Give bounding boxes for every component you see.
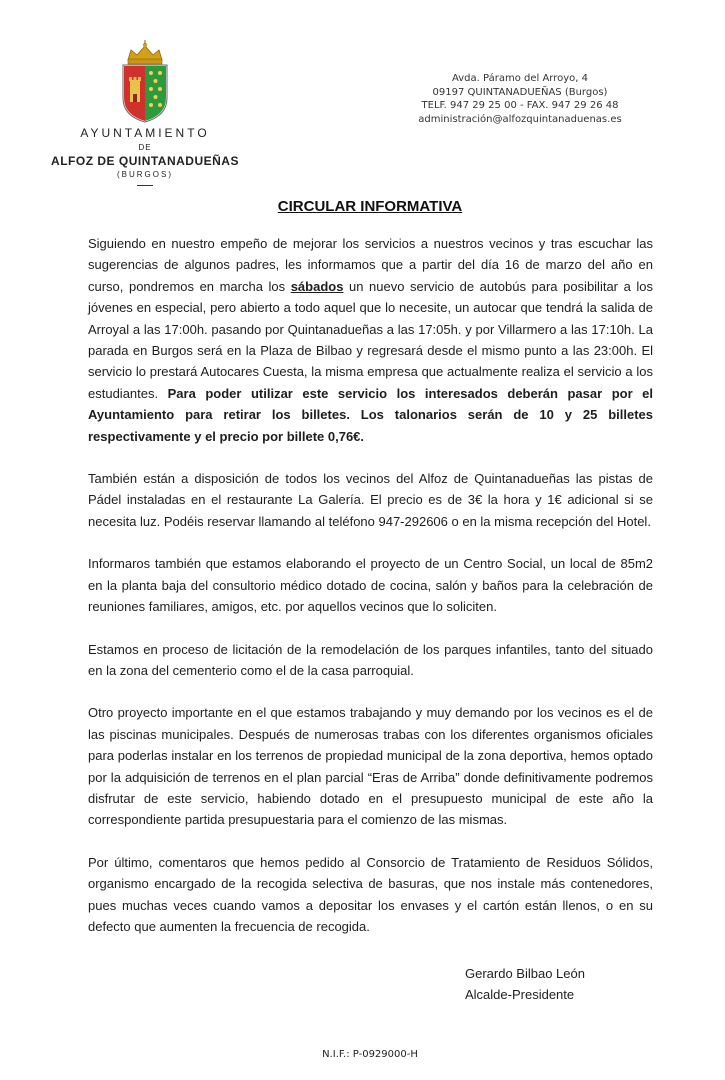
address-postal: 09197 QUINTANADUEÑAS (Burgos) xyxy=(432,86,608,98)
bold-ticket-info: Para poder utilizar este servicio los interesados deberán pasar por el Ayuntamiento para retirar los billetes. Los talonarios serán de 10 y 25 billetes respectivamente y el precio por billete 0,76€. xyxy=(88,385,653,444)
footer-nif: N.I.F.: P-0929000-H xyxy=(322,1049,418,1060)
address-phone-fax: TELF. 947 29 25 00 - FAX. 947 29 26 48 xyxy=(421,100,619,111)
org-line-municipality: ALFOZ DE QUINTANADUEÑAS xyxy=(51,154,239,168)
address-street: Avda. Páramo del Arroyo, 4 xyxy=(452,73,588,84)
org-line-ayuntamiento: AYUNTAMIENTO xyxy=(80,126,210,140)
paragraph-text: Siguiendo en nuestro empeño de mejorar los servicios a nuestros vecinos y tras escuchar las sugerencias de algunos padres, les informamos que a partir del día 16 de marzo del año en curso, pondremos en marcha los xyxy=(88,236,653,294)
org-line-province: (BURGOS) xyxy=(117,170,173,179)
paragraph-text: un nuevo servicio de autobús para posibilitar a los jóvenes en especial, pero abierto a todo aquel que lo necesite, un autocar que tendrá la salida de Arroyal a las 17:00h. pasando por Quintanadueñas a las 17:05h. y por Villarmero a las 17:10h. La parada en Burgos será en la Plaza de Bilbao y regresará desde el mismo punto a las 23:00h. El servicio lo prestará Autocares Cuesta, la misma empresa que actualmente realiza el servicio a los estudiantes. xyxy=(88,278,653,401)
emphasis-saturdays: sábados xyxy=(290,278,344,294)
paragraph-bus-service xyxy=(88,233,653,447)
paragraph-pools: Otro proyecto importante en el que estamos trabajando y muy demando por los vecinos es el de las piscinas municipales. Después de numerosas trabas con los diferentes organismos oficiales para poderlas instalar en los terrenos de propiedad municipal de la zona deportiva, hemos optado por la adquisición de terrenos en el plan parcial “Eras de Arriba” donde definitivamente podremos disfrutar de este servicio, habiendo dotado en el presupuesto municipal de este año la correspondiente partida presupuestaria para el comienzo de las mismas. xyxy=(88,705,653,828)
municipal-coat-of-arms-icon xyxy=(118,40,172,124)
signer-name: Gerardo Bilbao León xyxy=(465,966,585,981)
document-title: CIRCULAR INFORMATIVA xyxy=(277,198,463,215)
divider xyxy=(137,185,153,186)
paragraph-padel: También están a disposición de todos los vecinos del Alfoz de Quintanadueñas las pistas de Pádel instaladas en el restaurante La Galería. El precio es de 3€ la hora y 1€ adicional si se necesita luz. Podéis reservar llamando al teléfono 947-292606 o en la misma recepción del Hotel. xyxy=(88,471,653,529)
paragraph-recycling: Por último, comentaros que hemos pedido al Consorcio de Tratamiento de Residuos Sólidos, organismo encargado de la recogida selectiva de basuras, que nos instale más contenedores, pues muchas veces cuando vamos a depositar los envases y el cartón están llenos, o en su defecto que aumenten la frecuencia de recogida. xyxy=(88,854,653,934)
organization-name xyxy=(40,126,250,186)
paragraph-social-center: Informaros también que estamos elaborando el proyecto de un Centro Social, un local de 85m2 en la planta baja del consultorio médico dotado de cocina, salón y baños para la celebración de reuniones familiares, amigos, etc. por aquellos vecinos que lo soliciten. xyxy=(88,556,653,615)
document-body xyxy=(88,233,653,958)
address-email: administración@alfozquintanaduenas.es xyxy=(418,113,622,125)
paragraph-playgrounds: Estamos en proceso de licitación de la remodelación de los parques infantiles, tanto del situado en la zona del cementerio como el de la casa parroquial. xyxy=(88,641,653,678)
signature-block xyxy=(465,963,585,1005)
org-line-de: DE xyxy=(138,143,152,152)
address-block xyxy=(370,72,670,126)
signer-role: Alcalde-Presidente xyxy=(465,987,575,1002)
